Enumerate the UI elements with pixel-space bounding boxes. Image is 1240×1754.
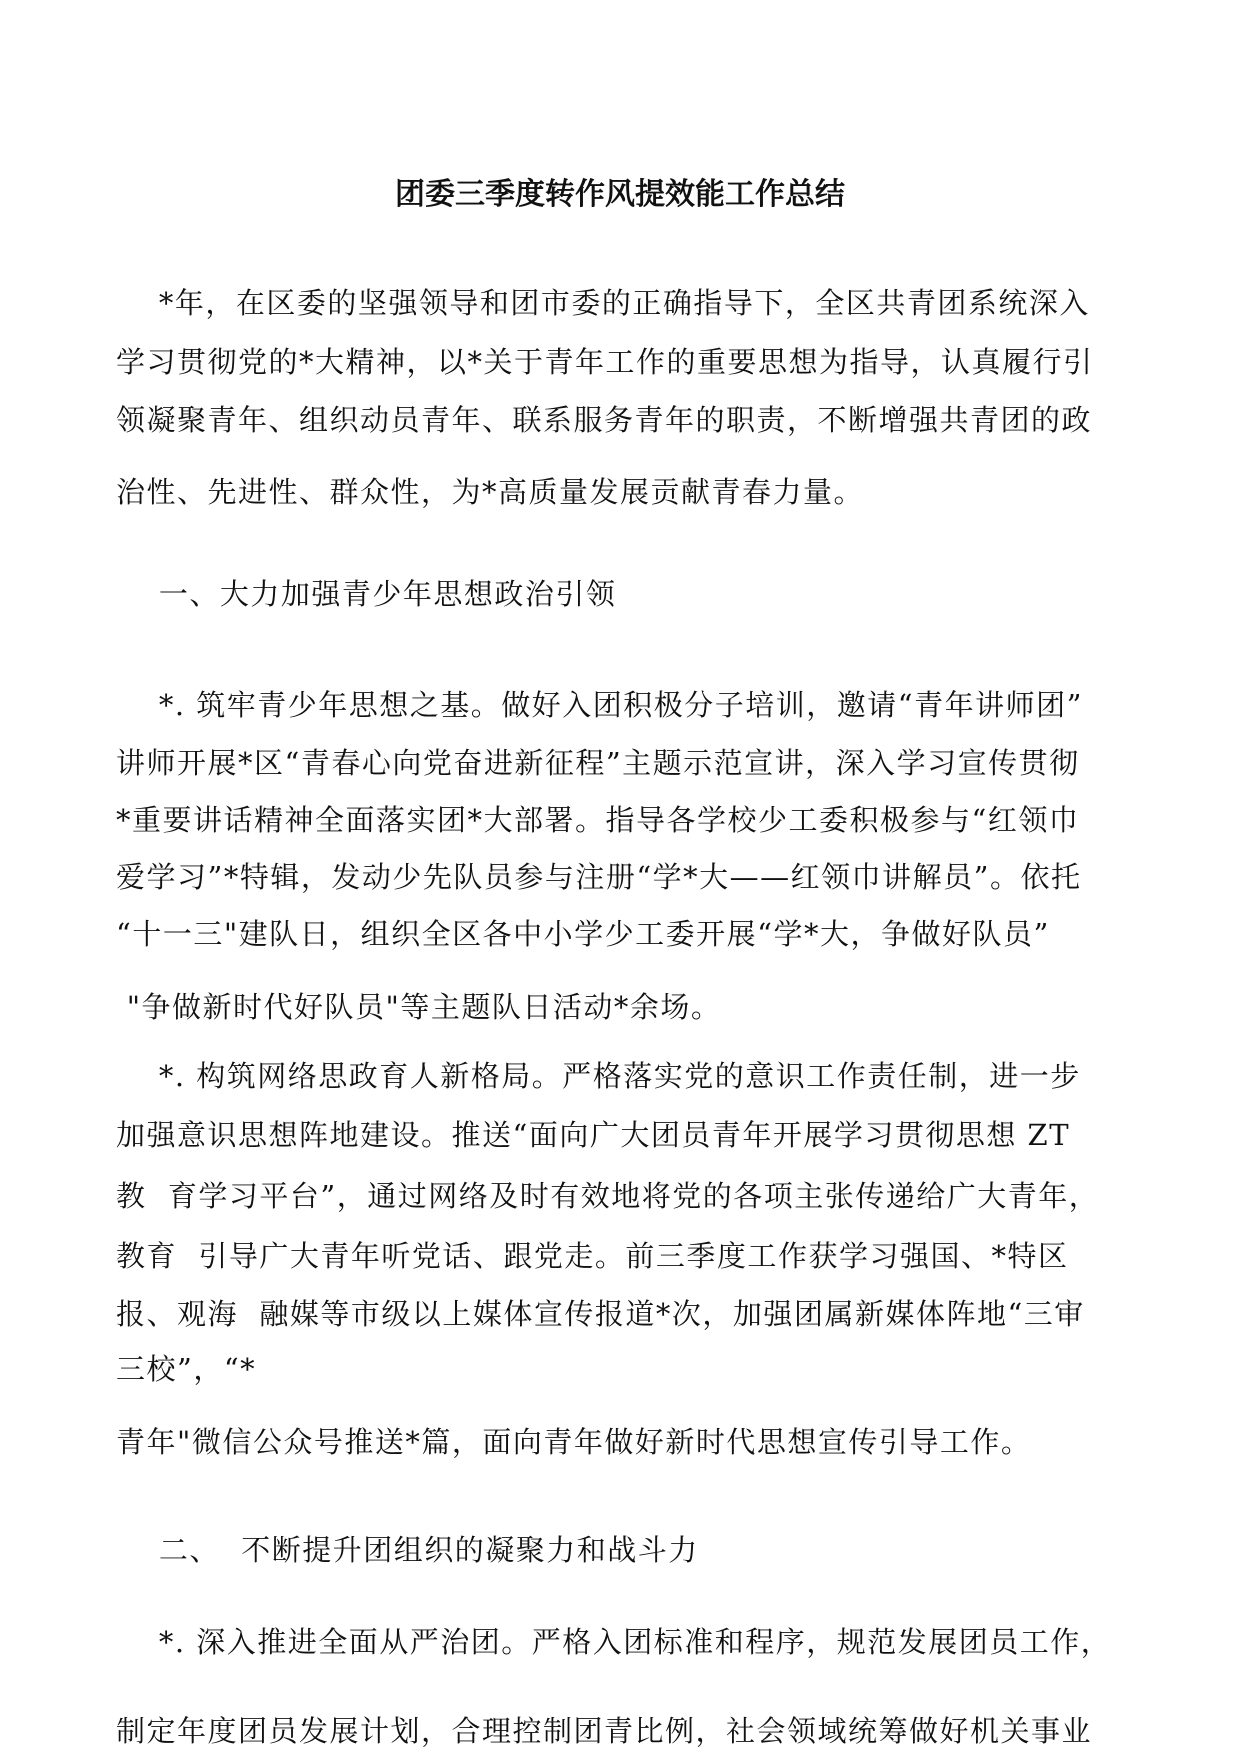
paragraph-line: *. 构筑网络思政育人新格局。严格落实党的意识工作责任制，进一步 — [116, 1059, 1081, 1093]
paragraph-line: 教 育学习平台”，通过网络及时有效地将党的各项主张传递给广大青年， — [116, 1179, 1100, 1213]
paragraph-line: 治性、先进性、群众性，为*高质量发展贡献青春力量。 — [116, 475, 865, 509]
paragraph-line: “十一三"建队日，组织全区各中小学少工委开展“学*大，争做好队员” — [116, 917, 1050, 951]
paragraph-line: *年，在区委的坚强领导和团市委的正确指导下，全区共青团系统深入 — [116, 286, 1090, 320]
section-heading: 一、大力加强青少年思想政治引领 — [116, 577, 617, 611]
paragraph-line: "争做新时代好队员"等主题队日活动*余场。 — [116, 990, 722, 1024]
paragraph-line: 报、观海 融媒等市级以上媒体宣传报道*次，加强团属新媒体阵地“三审 — [116, 1297, 1085, 1331]
document-title: 团委三季度转作风提效能工作总结 — [395, 177, 845, 212]
paragraph-line: 领凝聚青年、组织动员青年、联系服务青年的职责，不断增强共青团的政 — [116, 403, 1093, 437]
paragraph-line: *. 筑牢青少年思想之基。做好入团积极分子培训，邀请“青年讲师团” — [116, 688, 1083, 722]
paragraph-line: 学习贯彻党的*大精神，以*关于青年工作的重要思想为指导，认真履行引 — [116, 345, 1094, 379]
paragraph-line: 讲师开展*区“青春心向党奋进新征程”主题示范宣讲，深入学习宣传贯彻 — [116, 746, 1080, 780]
paragraph-line: *. 深入推进全面从严治团。严格入团标准和程序，规范发展团员工作， — [116, 1625, 1112, 1659]
paragraph-line: 制定年度团员发展计划，合理控制团青比例，社会领域统筹做好机关事业 — [116, 1714, 1093, 1748]
paragraph-line: 爱学习”*特辑，发动少先队员参与注册“学*大——红领巾讲解员”。依托 — [116, 860, 1082, 894]
paragraph-line: 加强意识思想阵地建设。推送“面向广大团员青年开展学习贯彻思想 ZT — [116, 1118, 1071, 1152]
paragraph-line: 三校”，“* — [116, 1352, 257, 1386]
section-heading: 二、 不断提升团组织的凝聚力和战斗力 — [116, 1533, 699, 1567]
paragraph-line: *重要讲话精神全面落实团*大部署。指导各学校少工委积极参与“红领巾 — [116, 803, 1080, 837]
paragraph-line: 教育 引导广大青年听党话、跟党走。前三季度工作获学习强国、*特区 — [116, 1239, 1069, 1273]
paragraph-line: 青年"微信公众号推送*篇，面向青年做好新时代思想宣传引导工作。 — [116, 1425, 1032, 1459]
